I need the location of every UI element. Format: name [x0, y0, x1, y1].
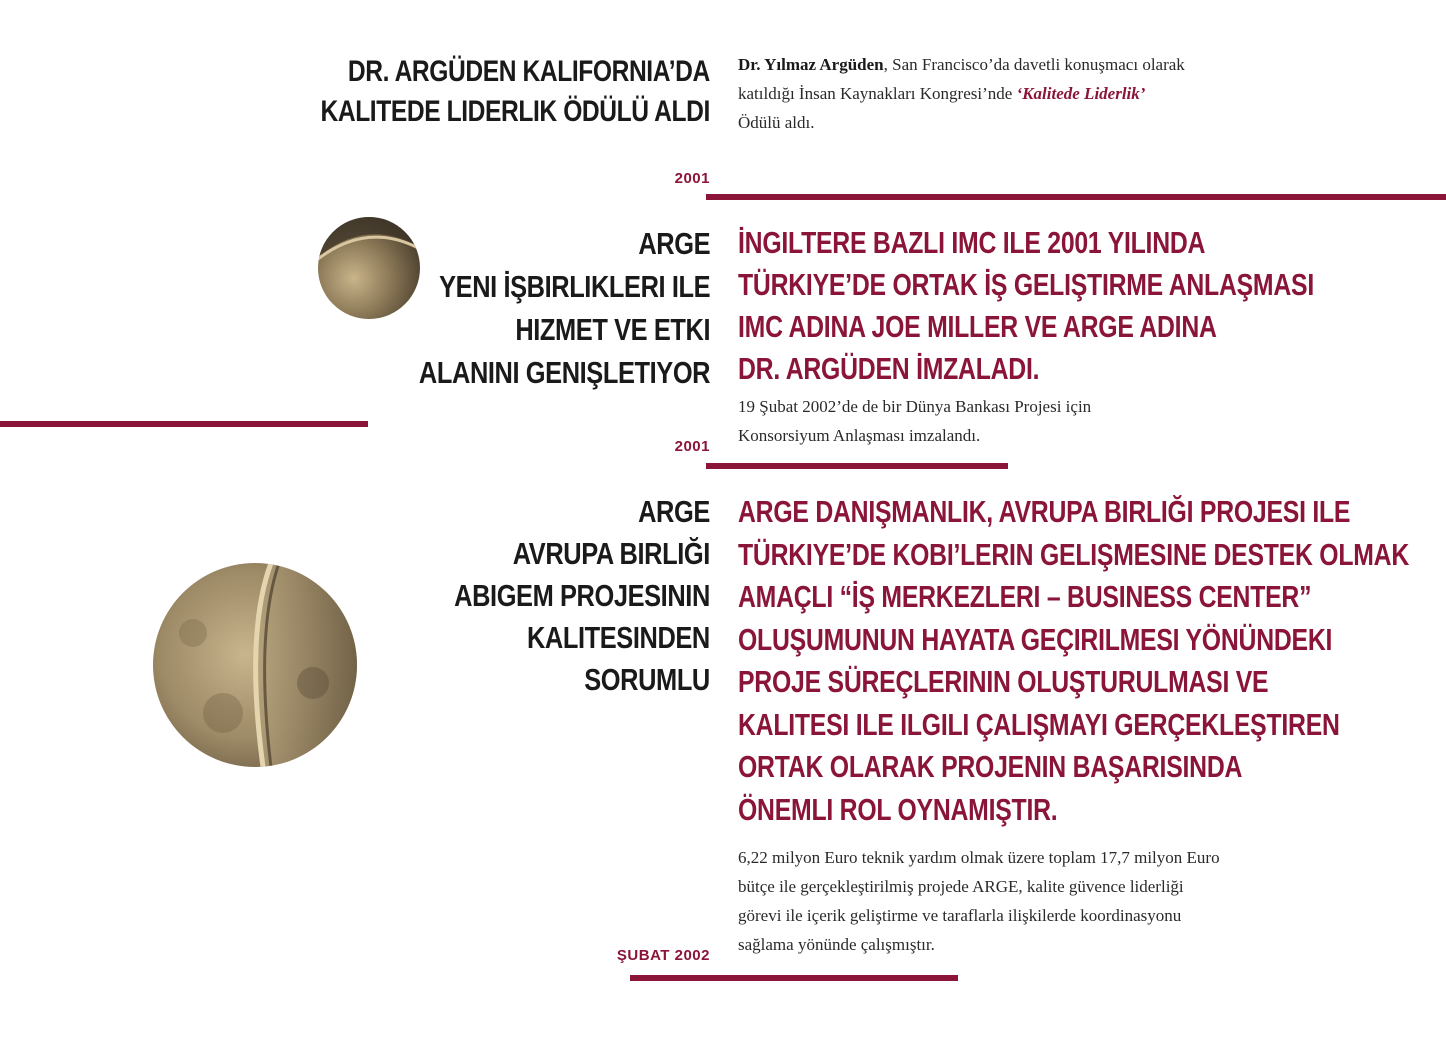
highlight-line: DR. ARGÜDEN İMZALADI. [738, 351, 1040, 386]
highlight-line: TÜRKIYE’DE ORTAK İŞ GELIŞTIRME ANLAŞMASI [738, 267, 1314, 302]
highlight-line: ARGE DANIŞMANLIK, AVRUPA BIRLIĞI PROJESI ILE [738, 494, 1351, 529]
highlight-line: İNGILTERE BAZLI IMC ILE 2001 YILINDA [738, 225, 1206, 260]
section1-heading-line: DR. ARGÜDEN KALIFORNIA’DA [348, 55, 710, 88]
section3-heading [398, 491, 710, 701]
section1-heading [235, 52, 710, 132]
section1-year: 2001 [674, 170, 710, 187]
highlight-line: OLUŞUMUNUN HAYATA GEÇIRILMESI YÖNÜNDEKI [738, 621, 1333, 657]
highlight-line: TÜRKIYE’DE KOBI’LERIN GELIŞMESINE DESTEK OLMAK [738, 536, 1410, 572]
body-text: 6,22 milyon Euro teknik yardım olmak üzere toplam 17,7 milyon Euro [738, 848, 1220, 867]
body-text: bütçe ile gerçekleştirilmiş projede ARGE, kalite güvence liderliği [738, 877, 1184, 896]
body-text: katıldığı İnsan Kaynakları Kongresi’nde [738, 84, 1017, 103]
divider-rule-left [0, 421, 368, 427]
divider-rule [706, 194, 1446, 200]
section2-highlight [738, 222, 1446, 390]
body-text: görevi ile içerik geliştirme ve taraflarla ilişkilerde koordinasyonu [738, 906, 1182, 925]
divider-rule [706, 463, 1008, 469]
section3-highlight [738, 491, 1446, 831]
body-text: Ödülü aldı. [738, 113, 815, 132]
highlight-line: PROJE SÜREÇLERININ OLUŞTURULMASI VE [738, 664, 1269, 699]
highlight-line: ÖNEMLI ROL OYNAMIŞTIR. [738, 791, 1058, 827]
section3-year: ŞUBAT 2002 [616, 947, 710, 964]
section2-heading-line: ALANINI GENIŞLETIYOR [418, 355, 710, 390]
section2-heading-line: ARGE [638, 226, 710, 261]
section3-heading-line: SORUMLU [584, 662, 710, 697]
section2-heading [355, 222, 710, 394]
highlight-line: ORTAK OLARAK PROJENIN BAŞARISINDA [738, 749, 1243, 784]
divider-rule [630, 975, 958, 981]
section3-heading-line: AVRUPA BIRLIĞI [512, 536, 710, 571]
body-text: 19 Şubat 2002’de de bir Dünya Bankası Projesi için [738, 397, 1092, 416]
section2-heading-line: YENI İŞBIRLIKLERI ILE [438, 269, 710, 304]
section3-body [738, 843, 1220, 959]
section3-heading-line: ARGE [638, 494, 710, 529]
section3-heading-line: KALITESINDEN [527, 620, 710, 655]
section1-body [738, 50, 1185, 137]
section2-heading-line: HIZMET VE ETKI [515, 312, 710, 347]
body-text: Konsorsiyum Anlaşması imzalandı. [738, 426, 981, 445]
highlight-line: AMAÇLI “İŞ MERKEZLERI – BUSINESS CENTER” [738, 579, 1312, 614]
section2-year: 2001 [674, 438, 710, 455]
person-name: Dr. Yılmaz Argüden [738, 55, 884, 74]
section1-heading-line: KALITEDE LIDERLIK ÖDÜLÜ ALDI [320, 95, 710, 128]
highlight-line: IMC ADINA JOE MILLER VE ARGE ADINA [738, 309, 1217, 344]
award-name: ‘Kalitede Liderlik’ [1016, 84, 1146, 103]
highlight-line: KALITESI ILE ILGILI ÇALIŞMAYI GERÇEKLEŞTIREN [738, 706, 1340, 742]
section3-heading-line: ABIGEM PROJESININ [454, 578, 710, 613]
coin-photo-large [153, 563, 357, 767]
body-text: sağlama yönünde çalışmıştır. [738, 935, 935, 954]
body-text: , San Francisco’da davetli konuşmacı olarak [883, 55, 1185, 74]
section2-body [738, 392, 1091, 450]
